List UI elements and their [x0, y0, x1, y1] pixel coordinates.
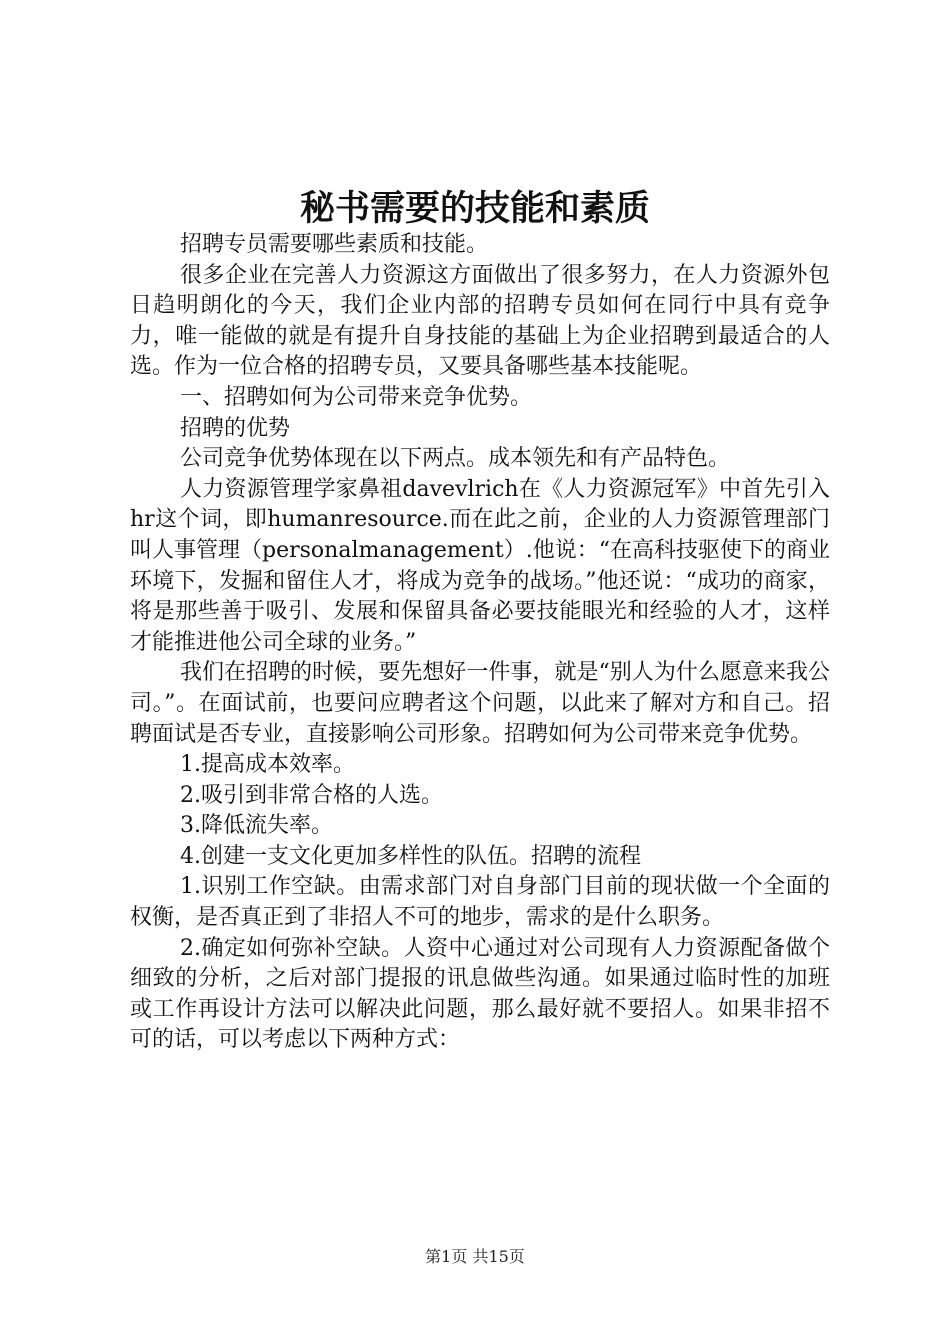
- paragraph: 1.识别工作空缺。由需求部门对自身部门目前的现状做一个全面的权衡，是否真正到了非招人不可的地步，需求的是什么职务。: [130, 874, 830, 931]
- paragraph: 公司竞争优势体现在以下两点。成本领先和有产品特色。: [180, 446, 731, 472]
- list-item: 3.降低流失率。: [180, 813, 333, 839]
- paragraph: 很多企业在完善人力资源这方面做出了很多努力，在人力资源外包日趋明朗化的今天，我们企业内部的招聘专员如何在同行中具有竞争力，唯一能做的就是有提升自身技能的基础上为企业招聘到最适合的人选。作为一位合格的招聘专员，又要具备哪些基本技能呢。: [130, 262, 830, 380]
- paragraph: 一、招聘如何为公司带来竞争优势。: [180, 384, 533, 410]
- list-item: 2.吸引到非常合格的人选。: [180, 782, 443, 808]
- page-footer: 第1页 共15页: [425, 1247, 525, 1266]
- paragraph: 2.确定如何弥补空缺。人资中心通过对公司现有人力资源配备做个细致的分析，之后对部门提报的讯息做些沟通。如果通过临时性的加班或工作再设计方法可以解决此问题，那么最好就不要招人。如果非招不可的话，可以考虑以下两种方式：: [130, 935, 830, 1053]
- paragraph: 招聘专员需要哪些素质和技能。: [180, 232, 489, 257]
- paragraph: 我们在招聘的时候，要先想好一件事，就是“别人为什么愿意来我公司。”。在面试前，也要问应聘者这个问题，以此来了解对方和自己。招聘面试是否专业，直接影响公司形象。招聘如何为公司带来竞争优势。: [130, 660, 830, 747]
- document-title: 秘书需要的技能和素质: [299, 188, 650, 229]
- list-item: 4.创建一支文化更加多样性的队伍。招聘的流程: [180, 843, 641, 869]
- list-item: 1.提高成本效率。: [180, 752, 355, 778]
- document-body: [130, 230, 830, 1056]
- paragraph: 人力资源管理学家鼻祖davevlrich在《人力资源冠军》中首先引入hr这个词，即humanresource.而在此之前，企业的人力资源管理部门叫人事管理（personalmanagement）.他说：“在高科技驱使下的商业环境下，发掘和留住人才，将成为竞争的战场。”他还说：“成功的商家，将是那些善于吸引、发展和保留具备必要技能眼光和经验的人才，这样才能推进他公司全球的业务。”: [130, 476, 830, 655]
- paragraph: 招聘的优势: [180, 415, 291, 441]
